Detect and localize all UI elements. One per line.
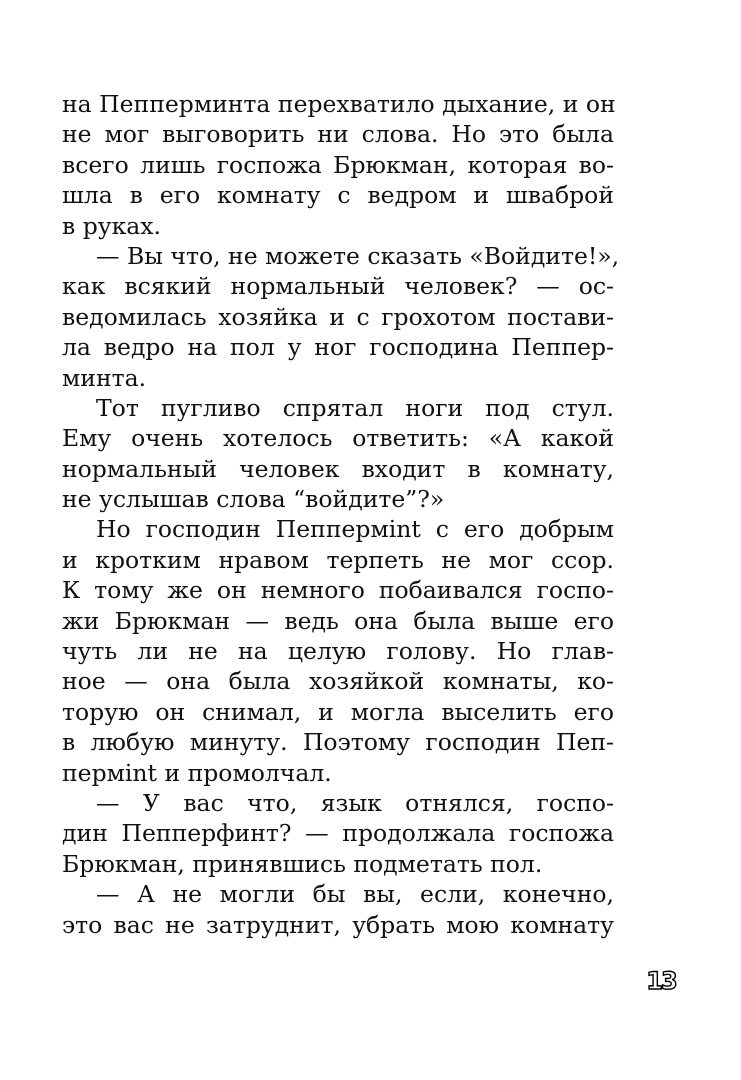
text-line: Брюкман, принявшись подметать пол. — [62, 849, 543, 878]
text-line: минта. — [62, 363, 147, 392]
paragraph — [62, 788, 614, 879]
page-text — [62, 89, 620, 940]
paragraph — [62, 241, 620, 393]
text-line: Но господин Пеппермint с его добрым — [96, 515, 614, 544]
text-line: — А не могли бы вы, если, конечно, — [96, 880, 614, 909]
text-line: в любую минуту. Поэтому господин Пеп- — [62, 728, 614, 757]
text-line: как всякий нормальный человек? — ос- — [62, 272, 614, 301]
paragraph — [62, 393, 614, 515]
text-line: Ему очень хотелось ответить: «А какой — [62, 424, 614, 453]
text-line: в руках. — [62, 211, 161, 240]
text-line: жи Брюкман — ведь она была выше его — [62, 606, 614, 635]
text-line: ведомилась хозяйка и с грохотом постави- — [62, 302, 614, 331]
text-line: пермint и промолчал. — [62, 758, 332, 787]
text-line: это вас не затруднит, убрать мою комнату — [62, 910, 614, 939]
paragraph — [62, 514, 614, 788]
paragraph — [62, 89, 614, 241]
text-line: торую он снимал, и могла выселить его — [62, 697, 614, 726]
text-line: всего лишь госпожа Брюкман, которая во- — [62, 150, 614, 179]
text-line: Тот пугливо спрятал ноги под стул. — [96, 393, 614, 422]
text-line: чуть ли не на целую голову. Но глав- — [62, 637, 614, 666]
text-line: — Вы что, не можете сказать «Войдите!», — [96, 241, 620, 270]
text-line: и кротким нравом терпеть не мог ссор. — [62, 545, 614, 574]
text-line: дин Пепперфинт? — продолжала госпожа — [62, 819, 614, 848]
text-line: ла ведро на пол у ног господина Пеппер- — [62, 333, 614, 362]
text-line: не мог выговорить ни слова. Но это была — [62, 120, 614, 149]
text-line: К тому же он немного побаивался госпо- — [62, 576, 614, 605]
text-line: нормальный человек входит в комнату, — [62, 454, 614, 483]
page-number: 13 — [646, 967, 676, 995]
text-line: не услышав слова “войдите”?» — [62, 485, 445, 514]
text-line: на Пепперминта перехватило дыхание, и он — [62, 90, 616, 118]
text-line: ное — она была хозяйкой комнаты, ко- — [62, 667, 614, 696]
text-line: шла в его комнату с ведром и шваброй — [62, 181, 614, 210]
paragraph — [62, 879, 614, 940]
text-line: — У вас что, язык отнялся, госпо- — [96, 788, 614, 817]
